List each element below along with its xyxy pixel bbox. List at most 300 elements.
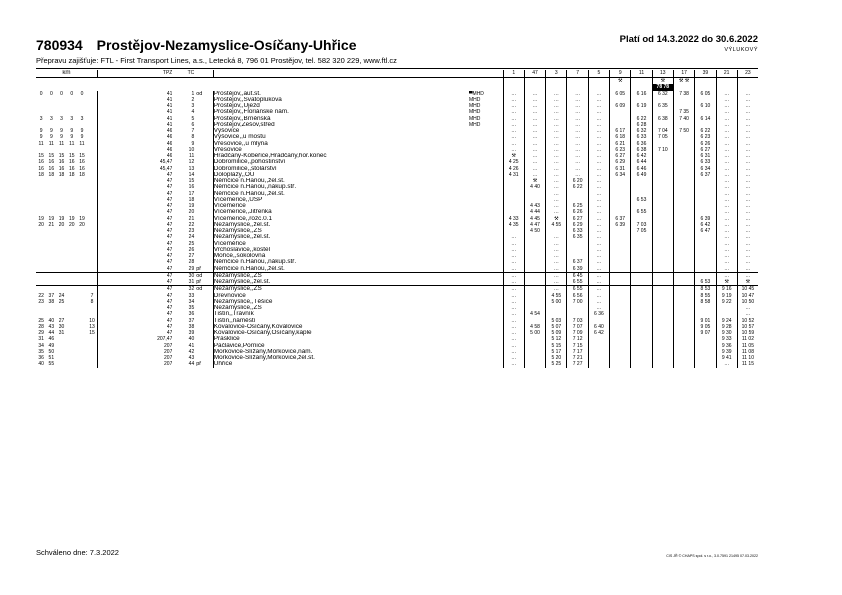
tc-cell: 38 <box>188 323 195 330</box>
departure-time: … <box>503 355 524 361</box>
departure-time: … <box>503 336 524 342</box>
departure-time: 8 53 <box>695 286 716 293</box>
departure-time <box>631 361 652 367</box>
km-cell: 7 <box>87 293 97 299</box>
departure-time: 4 25 <box>503 159 524 165</box>
km-cell: 10 <box>87 318 97 324</box>
stop-name: Dobromilice,,pohostinství <box>213 159 286 166</box>
km-cell <box>77 272 87 279</box>
departure-time: 11 08 <box>737 349 758 355</box>
stop-mark: MHD <box>469 97 503 103</box>
departure-time: … <box>737 197 758 203</box>
departure-time: … <box>737 253 758 259</box>
km-cell: 35 <box>38 348 44 355</box>
departure-time: … <box>716 266 737 273</box>
tpz-cell: 46 <box>166 134 173 141</box>
departure-time: … <box>588 91 609 97</box>
departure-time: … <box>546 272 567 279</box>
source-note: CIS JŘ © CHAPS spol. s r.o., 3.0.7591 21495 07.03.2022 <box>666 554 758 558</box>
departure-time: … <box>546 128 567 134</box>
diversion-note: VÝLUKOVÝ <box>724 47 758 53</box>
tpz-cell: 207 <box>164 355 173 362</box>
departure-time: 7 50 <box>673 128 694 134</box>
tc-cell: 13 <box>188 165 195 172</box>
km-cell: 29 <box>38 330 44 337</box>
departure-time: 6 42 <box>631 153 652 159</box>
stop-name: Hradčany-Kobeřice,Hradčany,hor.konec <box>213 153 327 160</box>
departure-time: 6 35 <box>652 103 673 109</box>
departure-time: … <box>503 279 524 286</box>
km-cell: 18 <box>38 171 44 178</box>
departure-time: … <box>588 209 609 215</box>
departure-time: 10 59 <box>737 330 758 336</box>
stop-mark <box>469 272 503 279</box>
departure-time <box>695 266 716 273</box>
km-cell: 37 <box>48 292 55 299</box>
tool-icon <box>588 78 609 85</box>
tpz-cell: 47 <box>166 279 173 286</box>
departure-time: 7 09 <box>567 330 588 336</box>
stop-name: Vícemerice,,rozc.0.1 <box>213 215 273 222</box>
departure-time: … <box>546 91 567 97</box>
departure-time: … <box>567 141 588 147</box>
departure-time: … <box>503 311 524 317</box>
km-cell: 0 <box>49 90 53 97</box>
departure-time: 6 23 <box>695 134 716 140</box>
departure-time: 4 26 <box>503 166 524 172</box>
departure-time: ⚒ <box>716 279 737 286</box>
departure-time: 6 31 <box>610 166 631 172</box>
arrival-departure-flag: př <box>196 266 213 273</box>
km-cell: 15 <box>38 153 44 160</box>
departure-time: … <box>588 147 609 153</box>
departure-time: 4 44 <box>524 209 545 215</box>
km-cell: 15 <box>68 153 75 160</box>
departure-time: … <box>524 141 545 147</box>
km-cell: 15 <box>87 330 97 336</box>
departure-time: … <box>503 305 524 311</box>
departure-time: … <box>737 166 758 172</box>
tpz-cell: 47 <box>166 298 173 305</box>
departure-time: 6 33 <box>631 134 652 140</box>
tpz-cell: 47 <box>166 330 173 337</box>
departure-time: … <box>737 128 758 134</box>
departure-time: 6 22 <box>631 116 652 122</box>
stop-name: Nezamyslice,,Těšice <box>213 298 273 305</box>
departure-time: 6 47 <box>695 228 716 234</box>
tc-cell: 19 <box>188 203 195 210</box>
tpz-cell: 41 <box>166 103 173 110</box>
tpz-cell: 47 <box>166 190 173 197</box>
tpz-cell: 47 <box>166 221 173 228</box>
departure-time: … <box>588 234 609 240</box>
departure-time: 6 49 <box>631 172 652 178</box>
departure-time: 7 03 <box>567 318 588 324</box>
stop-name: Vícemerice,,ÚSP <box>213 196 263 203</box>
km-cell <box>67 272 77 279</box>
km-cell: 46 <box>48 336 55 343</box>
departure-time: … <box>588 222 609 228</box>
tc-cell: 6 <box>191 121 195 128</box>
departure-time: … <box>503 266 524 273</box>
departure-time <box>524 272 545 279</box>
stop-name: Vícemerice,,Jitřenka <box>213 209 272 216</box>
departure-time <box>610 279 631 286</box>
km-cell: 20 <box>38 221 44 228</box>
departure-time <box>610 272 631 279</box>
departure-time: … <box>524 122 545 128</box>
departure-time <box>673 272 694 279</box>
stop-name: Víceměřice <box>213 240 246 247</box>
train-header: 47 <box>524 70 545 78</box>
km-cell <box>87 361 97 367</box>
tpz-cell: 47 <box>166 286 173 293</box>
km-cell: 27 <box>58 317 65 324</box>
tpz-cell: 47 <box>166 196 173 203</box>
approval-date: Schváleno dne: 7.3.2022 <box>36 548 119 557</box>
departure-time: 8 55 <box>695 293 716 299</box>
stop-name: Morkovice-Slížany,Morkovice,nám. <box>213 348 313 355</box>
stop-name: Prasklice <box>213 336 240 343</box>
departure-time: … <box>588 166 609 172</box>
km-cell <box>36 279 46 286</box>
stop-mark <box>469 279 503 286</box>
departure-time: 4 35 <box>503 222 524 228</box>
departure-time: 10 47 <box>737 293 758 299</box>
km-cell: 24 <box>58 292 65 299</box>
km-cell: 11 <box>69 140 75 147</box>
stop-mark: ▀MHD <box>469 91 503 97</box>
km-cell: 0 <box>60 90 63 97</box>
km-cell: 3 <box>39 115 43 122</box>
departure-time: … <box>546 178 567 184</box>
km-cell: 20 <box>79 221 85 228</box>
tpz-cell: 45,47 <box>159 159 173 166</box>
tc-cell: 11 <box>189 153 195 160</box>
departure-time: 7 00 <box>567 299 588 305</box>
departure-time <box>610 286 631 293</box>
departure-time: … <box>737 159 758 165</box>
departure-time: 6 23 <box>610 147 631 153</box>
km-cell: 18 <box>58 171 65 178</box>
departure-time: 5 20 <box>546 355 567 361</box>
departure-time: … <box>546 109 567 115</box>
departure-time: … <box>737 222 758 228</box>
departure-time: 4 58 <box>524 324 545 330</box>
departure-time: … <box>503 116 524 122</box>
departure-time: 6 55 <box>631 209 652 215</box>
km-cell: 31 <box>38 336 44 343</box>
km-cell: 40 <box>48 317 55 324</box>
departure-time: 7 03 <box>631 222 652 228</box>
train-header: 9 <box>610 70 631 78</box>
km-cell <box>36 272 46 279</box>
departure-time: 4 31 <box>503 172 524 178</box>
departure-time: 6 31 <box>695 153 716 159</box>
tpz-cell: 47 <box>166 323 173 330</box>
stop-name: Prostějov,,aut.st. <box>213 90 261 97</box>
tool-icon: ⚒ <box>652 78 673 85</box>
departure-time: … <box>567 134 588 140</box>
departure-time: … <box>737 191 758 197</box>
stop-name: Kovalovice-Osíčany,Osíčany,kaple <box>213 330 312 337</box>
departure-time: 6 37 <box>610 216 631 222</box>
departure-time: … <box>503 103 524 109</box>
departure-time: 9 36 <box>716 343 737 349</box>
tool-icon <box>567 78 588 85</box>
departure-time <box>610 266 631 273</box>
tc-cell: 29 <box>188 265 195 272</box>
km-cell: 28 <box>38 323 44 330</box>
km-cell <box>87 266 97 273</box>
departure-time: 6 38 <box>652 116 673 122</box>
km-cell: 20 <box>58 221 65 228</box>
departure-time: 4 45 <box>524 216 545 222</box>
departure-time: 6 29 <box>567 222 588 228</box>
departure-time: … <box>737 184 758 190</box>
km-cell: 13 <box>87 324 97 330</box>
departure-time <box>695 272 716 279</box>
tpz-header: TPZ <box>97 70 172 78</box>
departure-time: 6 39 <box>610 222 631 228</box>
km-cell: 40 <box>38 361 44 368</box>
tc-cell: 31 <box>188 279 195 286</box>
km-cell: 9 <box>39 134 43 141</box>
departure-time: 5 17 <box>546 349 567 355</box>
departure-time: … <box>524 147 545 153</box>
departure-time: … <box>716 116 737 122</box>
tc-cell: 5 <box>191 115 195 122</box>
departure-time <box>610 361 631 367</box>
departure-time: 4 47 <box>524 222 545 228</box>
stop-mark <box>469 286 503 293</box>
km-cell: 44 <box>48 330 55 337</box>
departure-time: … <box>588 279 609 286</box>
departure-time: … <box>546 266 567 273</box>
departure-time: 6 36 <box>588 311 609 317</box>
tpz-cell: 41 <box>166 109 173 116</box>
km-cell: 11 <box>79 140 85 147</box>
tpz-cell: 47 <box>166 184 173 191</box>
tpz-cell: 46 <box>166 128 173 135</box>
departure-time: … <box>524 91 545 97</box>
departure-time: … <box>716 91 737 97</box>
departure-time: 6 26 <box>695 141 716 147</box>
departure-time: 7 04 <box>652 128 673 134</box>
departure-time: 6 39 <box>567 266 588 273</box>
tpz-cell: 47 <box>166 228 173 235</box>
departure-time: … <box>588 178 609 184</box>
departure-time: 6 22 <box>567 184 588 190</box>
departure-time: … <box>546 147 567 153</box>
departure-time: 6 42 <box>695 222 716 228</box>
arrival-departure-flag: př <box>196 361 213 367</box>
departure-time: 7 10 <box>652 147 673 153</box>
departure-time: 5 03 <box>546 318 567 324</box>
tc-cell: 37 <box>188 317 195 324</box>
km-cell: 9 <box>60 134 63 141</box>
stop-mark <box>469 266 503 273</box>
departure-time: … <box>716 159 737 165</box>
departure-time: … <box>588 122 609 128</box>
departure-time: … <box>737 122 758 128</box>
departure-time: 6 27 <box>567 216 588 222</box>
km-cell: 9 <box>60 128 63 135</box>
tpz-cell: 46 <box>166 146 173 153</box>
train-header: 13 <box>652 70 673 78</box>
tpz-cell: 207 <box>164 361 173 368</box>
tc-cell: 24 <box>188 234 195 241</box>
departure-time: 6 10 <box>695 103 716 109</box>
departure-time <box>673 266 694 273</box>
departure-time <box>652 266 673 273</box>
departure-time: 9 16 <box>716 286 737 293</box>
stop-name: Prostějov,,Brněnská <box>213 115 271 122</box>
departure-time: … <box>588 293 609 299</box>
departure-time: 11 10 <box>737 355 758 361</box>
stop-name: Nezamyslice,,ZŠ <box>213 272 262 279</box>
km-cell: 18 <box>68 171 75 178</box>
tpz-cell: 47 <box>166 259 173 266</box>
tool-icon <box>546 78 567 85</box>
icon-row <box>36 78 758 85</box>
tc-cell: 9 <box>191 140 195 147</box>
departure-time <box>673 279 694 286</box>
km-cell: 8 <box>87 299 97 305</box>
departure-time <box>631 272 652 279</box>
departure-time: 6 34 <box>610 172 631 178</box>
tc-cell: 43 <box>188 355 195 362</box>
departure-time: … <box>588 97 609 103</box>
departure-time: … <box>716 166 737 172</box>
departure-time: 6 25 <box>567 203 588 209</box>
departure-time: … <box>737 234 758 240</box>
train-header: 11 <box>631 70 652 78</box>
km-cell <box>56 279 66 286</box>
departure-time: 6 39 <box>695 216 716 222</box>
km-cell: 19 <box>68 215 75 222</box>
stop-name: Němčice n.Hanou,,žel.st. <box>213 178 285 185</box>
km-cell: 11 <box>48 140 54 147</box>
tool-icon: ⚒ <box>610 78 631 85</box>
departure-time: 5 12 <box>546 336 567 342</box>
departure-time: 7 35 <box>673 109 694 115</box>
departure-time: … <box>588 203 609 209</box>
stop-name: Pačlavice,Pornice <box>213 342 265 349</box>
departure-time: 6 45 <box>567 272 588 279</box>
km-cell <box>46 286 56 293</box>
departure-time: … <box>737 109 758 115</box>
departure-time: … <box>524 128 545 134</box>
departure-time: … <box>503 299 524 305</box>
tpz-cell: 47 <box>166 272 173 279</box>
carrier-info: Přepravu zajišťuje: FTL - First Transport Lines, a.s., Letecká 8, 796 01 Prostějov, tel. 582 320 229, www.ftl.cz <box>36 56 397 65</box>
km-cell: 25 <box>58 298 65 305</box>
departure-time: … <box>716 172 737 178</box>
tpz-cell: 46 <box>166 153 173 160</box>
departure-time: ⚒ <box>524 178 545 184</box>
departure-time: 7 12 <box>567 336 588 342</box>
tpz-cell: 47 <box>166 292 173 299</box>
departure-time: … <box>716 222 737 228</box>
departure-time: 10 45 <box>737 286 758 293</box>
departure-time: … <box>567 103 588 109</box>
departure-time: … <box>588 253 609 259</box>
departure-time: … <box>503 128 524 134</box>
km-cell <box>56 361 66 367</box>
km-cell: 16 <box>58 165 65 172</box>
departure-time: … <box>546 259 567 265</box>
departure-time: … <box>546 203 567 209</box>
tc-cell: 17 <box>188 190 195 197</box>
departure-time: 11 05 <box>737 343 758 349</box>
departure-time: … <box>737 311 758 317</box>
departure-time: … <box>524 172 545 178</box>
tc-cell: 21 <box>188 215 195 222</box>
departure-time: … <box>503 97 524 103</box>
tpz-cell: 47 <box>166 311 173 318</box>
stop-name: Výšovice <box>213 128 240 135</box>
departure-time: … <box>567 122 588 128</box>
departure-time: … <box>524 134 545 140</box>
departure-time: … <box>737 153 758 159</box>
departure-time: 4 50 <box>524 228 545 234</box>
departure-time: … <box>503 330 524 336</box>
line-number: 780934 <box>36 37 83 53</box>
tc-cell: 1 <box>191 90 195 97</box>
departure-time: … <box>524 97 545 103</box>
km-cell <box>87 279 97 286</box>
departure-time: … <box>546 241 567 247</box>
departure-time: 6 33 <box>695 159 716 165</box>
stop-row <box>36 272 758 279</box>
km-cell: 18 <box>79 171 85 178</box>
km-cell <box>46 266 56 273</box>
tpz-cell: 41 <box>166 96 173 103</box>
stop-name: Prostějov,,Floriánské nám. <box>213 109 289 116</box>
km-cell: 9 <box>70 128 74 135</box>
departure-time: … <box>567 116 588 122</box>
tc-cell: 36 <box>188 311 195 318</box>
departure-time: 9 30 <box>716 330 737 336</box>
departure-time: 6 37 <box>567 259 588 265</box>
tpz-cell: 47 <box>166 246 173 253</box>
departure-time: 6 32 <box>652 91 673 97</box>
km-cell <box>36 266 46 273</box>
departure-time: 6 29 <box>610 159 631 165</box>
tpz-cell: 47 <box>166 305 173 312</box>
departure-time: … <box>503 234 524 240</box>
train-header: 5 <box>588 70 609 78</box>
departure-time: … <box>716 128 737 134</box>
departure-time: … <box>588 103 609 109</box>
stop-row <box>36 361 758 367</box>
departure-time: … <box>503 361 524 367</box>
departure-time: 5 00 <box>524 330 545 336</box>
km-cell: 15 <box>79 153 85 160</box>
departure-time <box>524 361 545 367</box>
departure-time: … <box>503 247 524 253</box>
departure-time: … <box>503 147 524 153</box>
stop-mark <box>469 361 503 367</box>
tpz-cell: 47 <box>166 171 173 178</box>
km-cell: 55 <box>48 361 55 368</box>
km-cell: 16 <box>38 159 44 166</box>
tpz-cell: 47 <box>166 240 173 247</box>
departure-time: 7 17 <box>567 349 588 355</box>
departure-time: … <box>524 116 545 122</box>
departure-time: 4 55 <box>546 222 567 228</box>
